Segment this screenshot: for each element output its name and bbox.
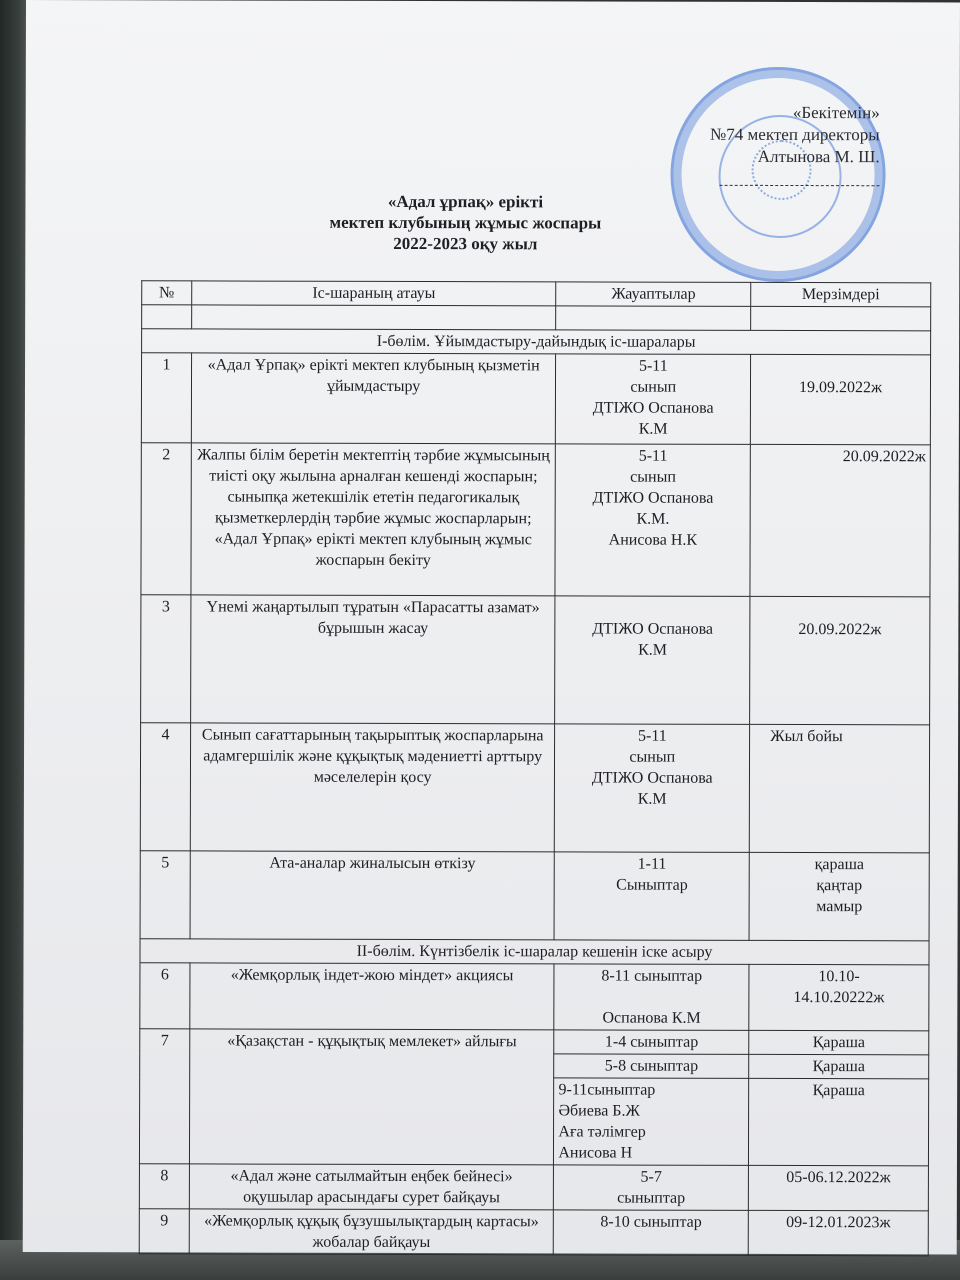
table-row [139, 1209, 928, 1256]
table-row [141, 595, 930, 725]
table-row [141, 353, 930, 445]
row-event-name: «Жемқорлық індет-жою міндет» акциясы [190, 963, 555, 1030]
approval-line-1: «Бекітемін» [792, 103, 880, 123]
section-2-row [140, 939, 929, 965]
header-dates: Мерзімдері [751, 282, 931, 306]
row-event-name: Ата-аналар жиналысын өткізу [190, 851, 555, 940]
approval-line-2: №74 мектеп директоры [710, 124, 880, 145]
row-responsible: 1-11 Сыныптар [554, 852, 749, 941]
row-number: 4 [140, 723, 190, 851]
document-page [23, 0, 960, 1254]
work-plan-table [139, 280, 932, 1256]
row-number: 9 [139, 1209, 189, 1254]
row-event-name: «Адал Ұрпақ» ерікті мектеп клубының қызметін ұйымдастыру [191, 353, 556, 444]
row-responsible: 9-11сыныптар Әбиева Б.Ж Аға тәлімгер Анисова Н [554, 1078, 749, 1166]
row-responsible: 5-7 сыныптар [554, 1165, 749, 1211]
row-responsible: 8-11 сыныптар Оспанова К.М [554, 964, 749, 1031]
table-row [140, 723, 929, 853]
row-date: Қараша [749, 1078, 929, 1165]
row-number: 1 [141, 353, 191, 443]
row-event-name: Үнемі жаңартылып тұратын «Парасатты азамат» бұрышын жасау [191, 595, 556, 724]
row-event-name: «Қазақстан - құқықтық мемлекет» айлығы [189, 1029, 554, 1165]
approval-line-3: Алтынова М. Ш. [757, 146, 880, 167]
section-2-title: ІІ-бөлім. Күнтізбелік іс-шаралар кешенін іске асыру [140, 939, 929, 965]
row-responsible: 8-10 сыныптар [554, 1210, 749, 1256]
row-event-name: Жалпы білім беретін мектептің тәрбие жұмысының тиісті оқу жылына арналған кешенді жоспарын; сыныпқа жетекшілік ететін педагогикалық қызметкерлердің тәрбие жұмыс жоспарларын; «Адал Ұрпақ» ерікті мектеп клубының жұмыс жоспарын бекіту [191, 443, 556, 596]
row-number: 5 [140, 851, 190, 939]
row-responsible: 5-11 сынып ДТІЖО Оспанова К.М [555, 724, 750, 853]
row-date: Жыл бойы [749, 724, 929, 852]
header-responsible: Жауаптылар [556, 282, 751, 307]
header-event-name: Іс-шараның атауы [192, 281, 557, 306]
row-number: 2 [141, 443, 191, 595]
title-line-2: мектеп клубының жұмыс жоспары [329, 212, 602, 233]
table-row [140, 963, 929, 1031]
row-responsible: 5-11 сынып ДТІЖО Оспанова К.М [556, 354, 751, 445]
section-1-row [142, 329, 931, 355]
row-date: қараша қаңтар мамыр [749, 852, 929, 940]
row-date: 05-06.12.2022ж [749, 1165, 929, 1210]
table-row [140, 1029, 929, 1055]
header-number: № [142, 281, 192, 305]
table-row [141, 443, 930, 597]
empty-row [142, 305, 931, 331]
row-responsible: 5-11 сынып ДТІЖО Оспанова К.М. Анисова Н.К [555, 444, 750, 597]
document-title [205, 190, 725, 254]
row-responsible: ДТІЖО Оспанова К.М [555, 596, 750, 725]
title-line-3: 2022-2023 оқу жыл [393, 233, 538, 254]
row-number: 3 [141, 595, 191, 723]
approval-block [620, 102, 880, 193]
row-number: 8 [139, 1164, 189, 1209]
row-date: 20.09.2022ж [750, 444, 930, 596]
table-header-row [142, 281, 931, 307]
row-date: Қараша [749, 1054, 929, 1078]
row-event-name: «Жемқорлық құқық бұзушылықтардың картасы» жобалар байқауы [189, 1209, 554, 1255]
row-date: 19.09.2022ж [751, 354, 931, 444]
title-line-1: «Адал ұрпақ» ерікті [387, 191, 544, 212]
row-date: 10.10- 14.10.20222ж [749, 964, 929, 1030]
table-row [139, 1164, 928, 1211]
section-1-title: І-бөлім. Ұйымдастыру-дайындық іс-шаралары [142, 329, 931, 355]
row-event-name: Сынып сағаттарының тақырыптық жоспарларына адамгершілік және құқықтық мәдениетті арттыру мәселелерін қосу [190, 723, 555, 852]
row-event-name: «Адал және сатылмайтын еңбек бейнесі» оқушылар арасындағы сурет байқауы [189, 1164, 554, 1210]
row-responsible: 5-8 сыныптар [554, 1054, 749, 1079]
row-number: 6 [140, 963, 190, 1029]
row-responsible: 1-4 сыныптар [554, 1030, 749, 1055]
row-date: 20.09.2022ж [750, 596, 930, 724]
row-date: Қараша [749, 1030, 929, 1054]
row-number: 7 [139, 1029, 189, 1164]
signature-line [720, 168, 880, 186]
table-row [140, 851, 929, 941]
row-date: 09-12.01.2023ж [748, 1210, 928, 1255]
